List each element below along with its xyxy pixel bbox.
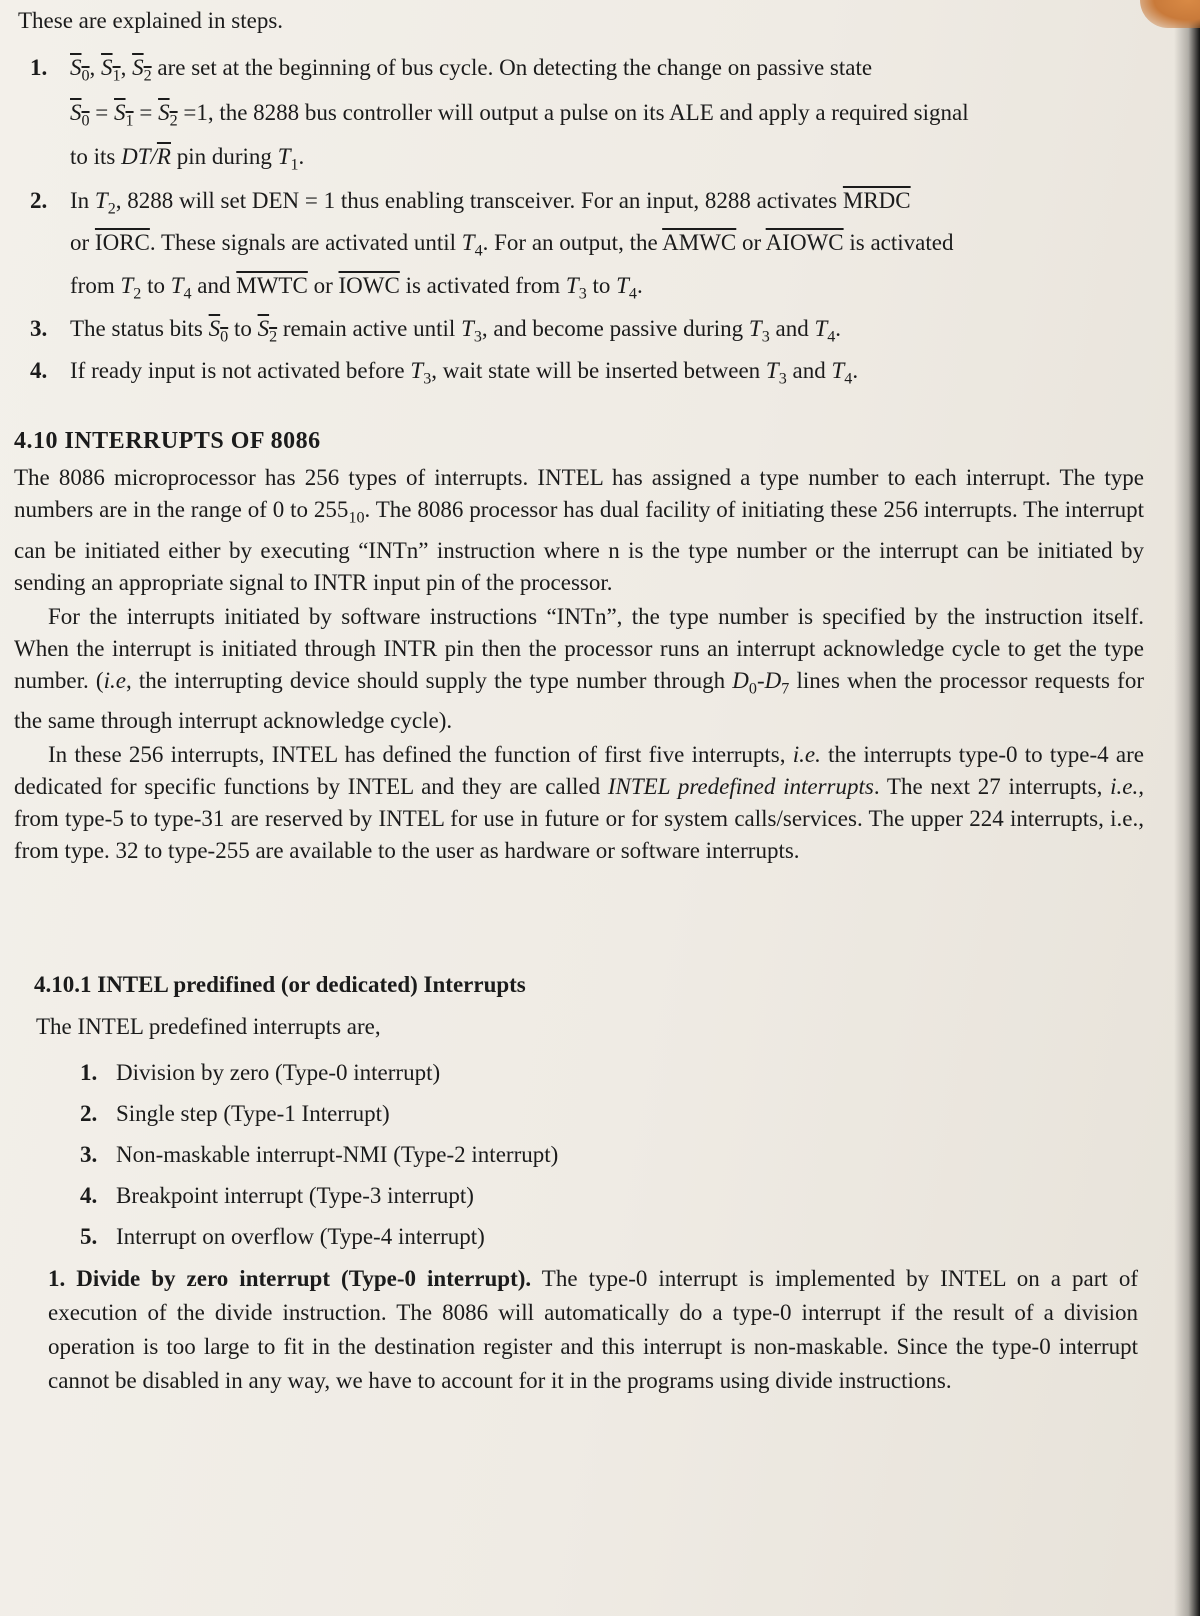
step-number: 4.: [30, 358, 48, 384]
step-number: 1.: [30, 55, 48, 80]
s0-symbol: $S_0$: [208, 315, 229, 346]
s2-symbol: $S_2$: [257, 315, 278, 346]
step-number: 2.: [30, 187, 48, 213]
list-intro: The INTEL predefined interrupts are,: [36, 1014, 381, 1039]
s0-symbol: $S_0$: [70, 55, 90, 85]
list-item: 1. Division by zero (Type-0 interrupt): [80, 1060, 441, 1085]
list-item: 4. Breakpoint interrupt (Type-3 interrupt): [80, 1183, 474, 1208]
predefined-interrupt-list: [80, 1052, 558, 1257]
divide-by-zero-section: [48, 1262, 1138, 1398]
section-heading: 4.10 INTERRUPTS OF 8086: [14, 428, 321, 454]
list-item: 3. Non-maskable interrupt-NMI (Type-2 interrupt): [80, 1142, 559, 1167]
list-item: 5. Interrupt on overflow (Type-4 interrupt): [80, 1224, 485, 1249]
list-item: 2. Single step (Type-1 Interrupt): [80, 1101, 390, 1126]
aiowc-signal: AIOWC: [765, 230, 844, 256]
bus-cycle-steps: [30, 50, 1150, 397]
mrdc-signal: MRDC: [842, 187, 911, 213]
step-2: 2. In $T_2$, 8288 will set DEN = 1 thus enabling transceiver. For an input, 8288 activates MRDC or IORC. These signals are activated until $T_4$. For an output, the AMWC or AIOWC is activated from $T_2$ to $T_4$ and MWTC or IOWC is activated from $T_3$ to $T_4$.: [30, 184, 1150, 312]
step-number: 3.: [30, 315, 48, 341]
paragraph-2: For the interrupts initiated by software instructions “INTn”, the type number is specified by the instruction itself. When the interrupt is initiated through INTR pin then the processor runs an interrupt acknowledge cycle to get the type number. (i.e, the interrupting device should supply the type number through $D_0-D_7$ lines when the processor requests for the same through interrupt acknowledge cycle).: [14, 603, 1144, 734]
s0-symbol: $S_0$: [70, 99, 90, 130]
divide-by-zero-paragraph: 1. Divide by zero interrupt (Type-0 interrupt). The type-0 interrupt is implemented by INTEL on a part of execution of the divide instruction. The 8086 will automatically do a type-0 interrupt if the result of a division operation is too large to fit in the destination register and this interrupt is non-maskable. Since the type-0 interrupt cannot be disabled in any way, we have to account for it in the programs using divide instructions.: [48, 1266, 1139, 1393]
mwtc-signal: MWTC: [236, 272, 308, 298]
s2-symbol: $S_2$: [132, 55, 152, 85]
paragraph-3: In these 256 interrupts, INTEL has defined the function of first five interrupts, i.e. the interrupts type-0 to type-4 are dedicated for specific functions by INTEL and they are called INTEL predefined interrupts. The next 27 interrupts, i.e., from type-5 to type-31 are reserved by INTEL for use in future or for system calls/services. The upper 224 interrupts, i.e., from type. 32 to type-255 are available to the user as hardware or software interrupts.: [14, 742, 1145, 864]
r-bar: $\overline{R}$: [156, 144, 171, 170]
s1-symbol: $S_1$: [101, 55, 121, 85]
subsection-heading: 4.10.1 INTEL predifined (or dedicated) Interrupts: [34, 972, 526, 997]
s1-symbol: $S_1$: [114, 99, 134, 130]
paragraph-1: The 8086 microprocessor has 256 types of interrupts. INTEL has assigned a type number to each interrupt. The type numbers are in the range of 0 to $255_{10}$. The 8086 processor has dual facility of initiating these 256 interrupts. The interrupt can be initiated either by executing “INTn” instruction where n is the type number or the interrupt can be initiated by sending an appropriate signal to INTR input pin of the processor.: [14, 465, 1144, 595]
step-4: 4. If ready input is not activated before $T_3$, wait state will be inserted between $T_3$ and $T_4$.: [30, 354, 1150, 397]
intro-line: These are explained in steps.: [18, 8, 284, 33]
page-binding-shadow: [1174, 0, 1200, 1616]
amwc-signal: AMWC: [662, 230, 737, 256]
section-body: [14, 462, 1144, 867]
iowc-signal: IOWC: [338, 272, 400, 298]
step-3: 3. The status bits $S_0$ to $S_2$ remain active until $T_3$, and become passive during $T_3$ and $T_4$.: [30, 312, 1150, 355]
step-1: 1. $S_0$, $S_1$, $S_2$ are set at the beginning of bus cycle. On detecting the change on passive state $S_0 = S_1 = S_2 =1$, the 8288 bus controller will output a pulse on its ALE and apply a required signal to its $DT/\overline{R}$ pin during $T_1$.: [30, 50, 1150, 184]
s2-symbol: $S_2$: [158, 99, 178, 130]
iorc-signal: IORC: [94, 230, 150, 256]
